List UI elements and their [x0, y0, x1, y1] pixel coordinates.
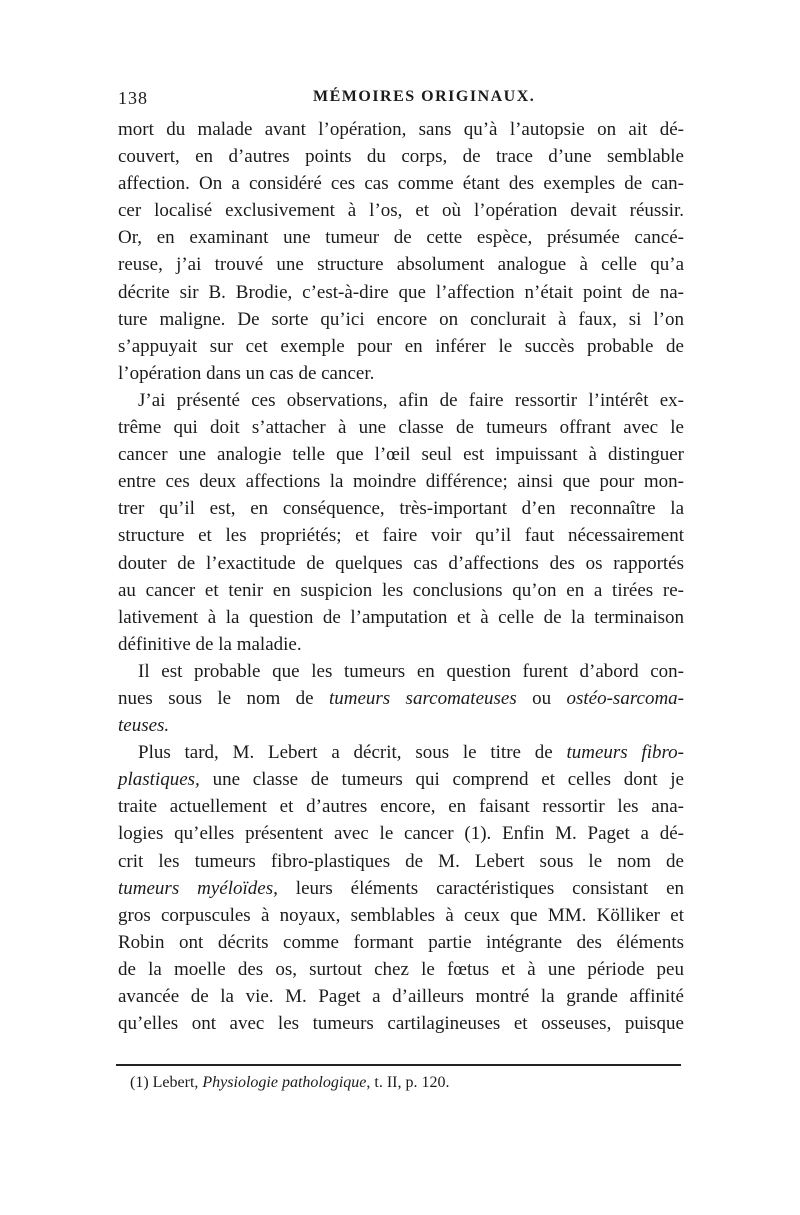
- text-line: de la moelle des os, surtout chez le fœtus et à une période peu: [118, 958, 684, 980]
- text-line: l’opération dans un cas de cancer.: [118, 362, 375, 384]
- text-line: lativement à la question de l’amputation et à celle de la terminaison: [118, 606, 684, 628]
- text-line: trer qu’il est, en conséquence, très-important d’en reconnaître la: [118, 498, 684, 520]
- text-line: au cancer et tenir en suspicion les conclusions qu’on en a tirées re-: [118, 579, 684, 601]
- text-line: [118, 739, 684, 766]
- text-line: affection. On a considéré ces cas comme étant des exemples de can-: [118, 173, 684, 195]
- text-line: [118, 875, 684, 902]
- text-line: qu’elles ont avec les tumeurs cartilagineuses et osseuses, puisque: [118, 1013, 684, 1035]
- text-line: J’ai présenté ces observations, afin de faire ressortir l’intérêt ex-: [138, 389, 684, 411]
- text-line: cer localisé exclusivement à l’os, et où l’opération devait réussir.: [118, 200, 684, 222]
- text-line: avancée de la vie. M. Paget a d’ailleurs montré la grande affinité: [118, 986, 684, 1007]
- text-line: traite actuellement et d’autres encore, en faisant ressortir les ana-: [118, 796, 684, 818]
- text-line: gros corpuscules à noyaux, semblables à ceux que MM. Kölliker et: [118, 904, 684, 926]
- text-line: trême qui doit s’attacher à une classe de tumeurs offrant avec le: [118, 417, 684, 439]
- text-line: couvert, en d’autres points du corps, de trace d’une semblable: [118, 146, 684, 168]
- text-span: une classe de tumeurs qui comprend et celles dont je: [199, 769, 684, 791]
- footnote-marker: (1): [130, 1074, 149, 1091]
- footnote: [130, 1074, 450, 1092]
- italic-term: ostéo-sarcoma-: [566, 687, 684, 709]
- text-line: [118, 712, 684, 739]
- text-line: reuse, j’ai trouvé une structure absolument analogue à celle qu’a: [118, 254, 684, 276]
- text-line: cancer une analogie telle que l’œil seul est impuissant à distinguer: [118, 444, 684, 466]
- body-text: [118, 116, 684, 1037]
- text-span: Plus tard, M. Lebert a décrit, sous le titre de: [138, 742, 567, 764]
- text-span: ou: [516, 687, 567, 709]
- footnote-divider: [116, 1064, 681, 1066]
- text-line: décrite sir B. Brodie, c’est-à-dire que l’affection n’était point de na-: [118, 281, 684, 303]
- italic-term: tumeurs sarcomateuses: [328, 687, 517, 709]
- text-span: leurs éléments caractéristiques consistant en: [277, 877, 685, 899]
- text-line: Il est probable que les tumeurs en question furent d’abord con-: [138, 660, 684, 682]
- footnote-title: Physiologie pathologique: [202, 1074, 367, 1091]
- italic-term: tumeurs myéloïdes,: [118, 877, 278, 899]
- text-line: structure et les propriétés; et faire voir qu’il faut nécessairement: [118, 525, 684, 547]
- page-header: [118, 88, 683, 114]
- text-line: ture maligne. De sorte qu’ici encore on conclurait à faux, si l’on: [118, 308, 684, 330]
- text-line: [118, 766, 684, 793]
- footnote-author: Lebert,: [148, 1074, 203, 1091]
- text-line: définitive de la maladie.: [118, 633, 302, 655]
- running-title: MÉMOIRES ORIGINAUX.: [313, 88, 536, 105]
- text-line: Robin ont décrits comme formant partie intégrante des éléments: [118, 931, 684, 953]
- text-line: Or, en examinant une tumeur de cette espèce, présumée cancé-: [118, 227, 684, 249]
- italic-term: tumeurs fibro-: [566, 742, 685, 764]
- text-line: mort du malade avant l’opération, sans qu’à l’autopsie on ait dé-: [118, 119, 684, 140]
- text-span: nues sous le nom de: [118, 687, 329, 709]
- italic-term: plastiques,: [118, 769, 200, 791]
- footnote-reference: , t. II, p. 120.: [366, 1074, 450, 1091]
- text-line: logies qu’elles présentent avec le cancer (1). Enfin M. Paget a dé-: [118, 823, 684, 845]
- text-line: [118, 685, 684, 712]
- page-number: 138: [118, 88, 148, 108]
- text-line: entre ces deux affections la moindre différence; ainsi que pour mon-: [118, 471, 684, 493]
- text-line: s’appuyait sur cet exemple pour en inférer le succès probable de: [118, 335, 684, 357]
- text-line: douter de l’exactitude de quelques cas d’affections des os rapportés: [118, 552, 684, 574]
- text-line: crit les tumeurs fibro-plastiques de M. Lebert sous le nom de: [118, 850, 684, 872]
- italic-term: teuses.: [118, 715, 170, 737]
